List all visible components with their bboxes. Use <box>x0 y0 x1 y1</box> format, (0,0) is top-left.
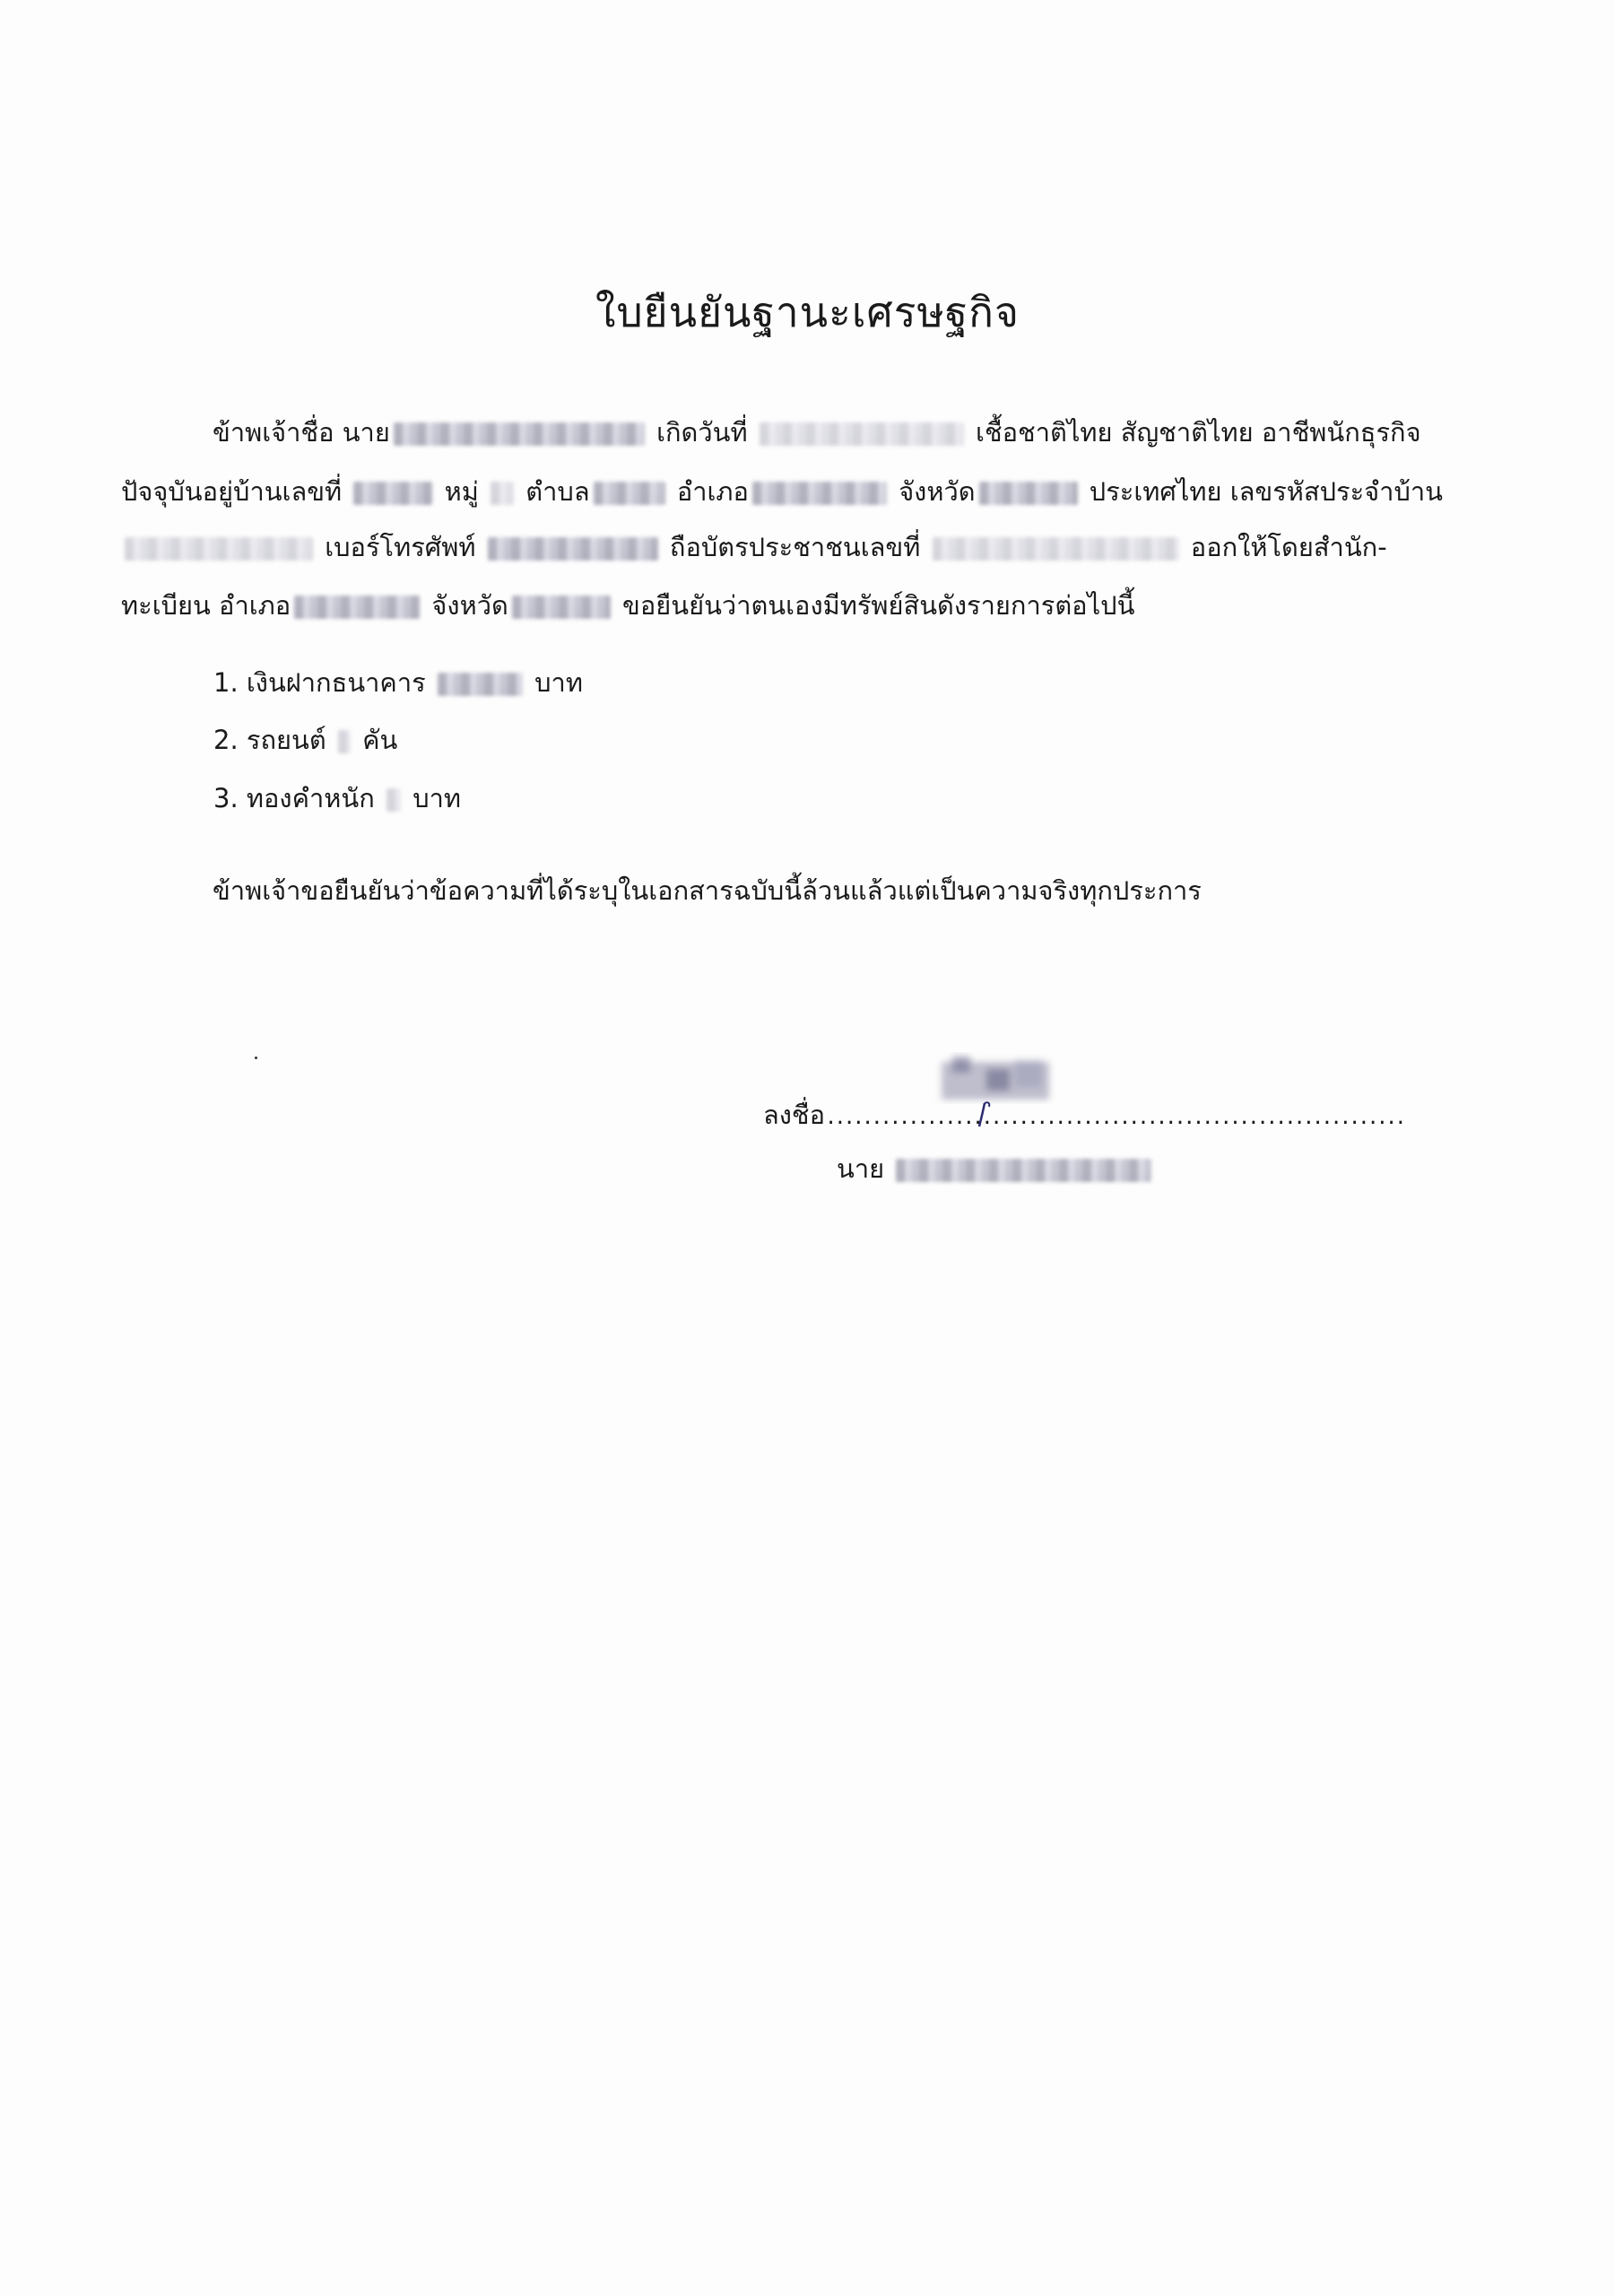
text-phone-label: เบอร์โทรศัพท์ <box>325 532 476 562</box>
asset-item-2-unit: คัน <box>362 725 398 755</box>
asset-item-3 <box>213 780 461 816</box>
text-address-label: ปัจจุบันอยู่บ้านเลขที่ <box>121 476 343 507</box>
paragraph-line-4 <box>121 587 1134 623</box>
signer-name-line <box>837 1151 1155 1187</box>
paragraph-line-3 <box>121 529 1387 565</box>
confirmation-statement: ข้าพเจ้าขอยืนยันว่าข้อความที่ได้ระบุในเอกสารฉบับนี้ล้วนแล้วแต่เป็นความจริงทุกประการ <box>213 875 1202 906</box>
redacted-house-number <box>353 482 432 505</box>
text-country-house-code: ประเทศไทย เลขรหัสประจำบ้าน <box>1089 476 1443 507</box>
redacted-tambon <box>594 482 665 505</box>
text-assets-intro: ขอยืนยันว่าตนเองมีทรัพย์สินดังรายการต่อไปนี้ <box>622 590 1135 621</box>
text-registry-amphoe: ทะเบียน อำเภอ <box>121 590 291 621</box>
text-issued-by: ออกให้โดยสำนัก- <box>1190 532 1387 562</box>
text-tambon-label: ตำบล <box>525 476 590 507</box>
text-amphoe-label: อำเภอ <box>676 476 749 507</box>
redacted-registry-province <box>512 596 611 619</box>
redacted-registry-amphoe <box>294 596 420 619</box>
signature-label: ลงชื่อ <box>763 1100 826 1130</box>
text-nationality: เชื้อชาติไทย สัญชาติไทย อาชีพนักธุรกิจ <box>976 417 1421 448</box>
redacted-idcard <box>933 537 1179 561</box>
redacted-car-count <box>338 730 351 753</box>
asset-item-1-unit: บาท <box>534 667 583 698</box>
paragraph-line-1 <box>213 414 1421 450</box>
redacted-gold-weight <box>386 788 401 812</box>
redacted-bank-amount <box>438 673 523 696</box>
redacted-amphoe <box>752 482 887 505</box>
signer-name-prefix: นาย <box>837 1153 885 1184</box>
text-province-label: จังหวัด <box>899 476 976 507</box>
redacted-house-code <box>125 537 313 561</box>
text-birthdate-label: เกิดวันที่ <box>656 417 748 448</box>
asset-item-3-label: 3. ทองคำหนัก <box>213 783 375 813</box>
text-registry-province: จังหวัด <box>431 590 508 621</box>
asset-item-2 <box>213 722 397 758</box>
paragraph-line-2 <box>121 474 1443 509</box>
asset-item-2-label: 2. รถยนต์ <box>213 725 326 755</box>
asset-item-3-unit: บาท <box>412 783 462 813</box>
asset-item-1-label: 1. เงินฝากธนาคาร <box>213 667 426 698</box>
redacted-birthdate <box>760 422 964 446</box>
stray-dot <box>255 1057 257 1059</box>
signature-dotted-line: ............................................................... <box>825 1107 1404 1129</box>
redacted-phone <box>488 537 658 561</box>
redacted-province <box>979 482 1078 505</box>
text-idcard-label: ถือบัตรประชาชนเลขที่ <box>669 532 921 562</box>
redacted-moo <box>491 482 514 505</box>
asset-item-1 <box>213 665 583 700</box>
document-title: ใบยืนยันฐานะเศรษฐกิจ <box>595 288 1020 336</box>
redacted-signer-name <box>896 1159 1151 1182</box>
text-name-label: ข้าพเจ้าชื่อ นาย <box>213 417 390 448</box>
text-moo-label: หมู่ <box>444 476 479 507</box>
redacted-name <box>394 422 645 446</box>
signature-line <box>763 1097 1403 1136</box>
